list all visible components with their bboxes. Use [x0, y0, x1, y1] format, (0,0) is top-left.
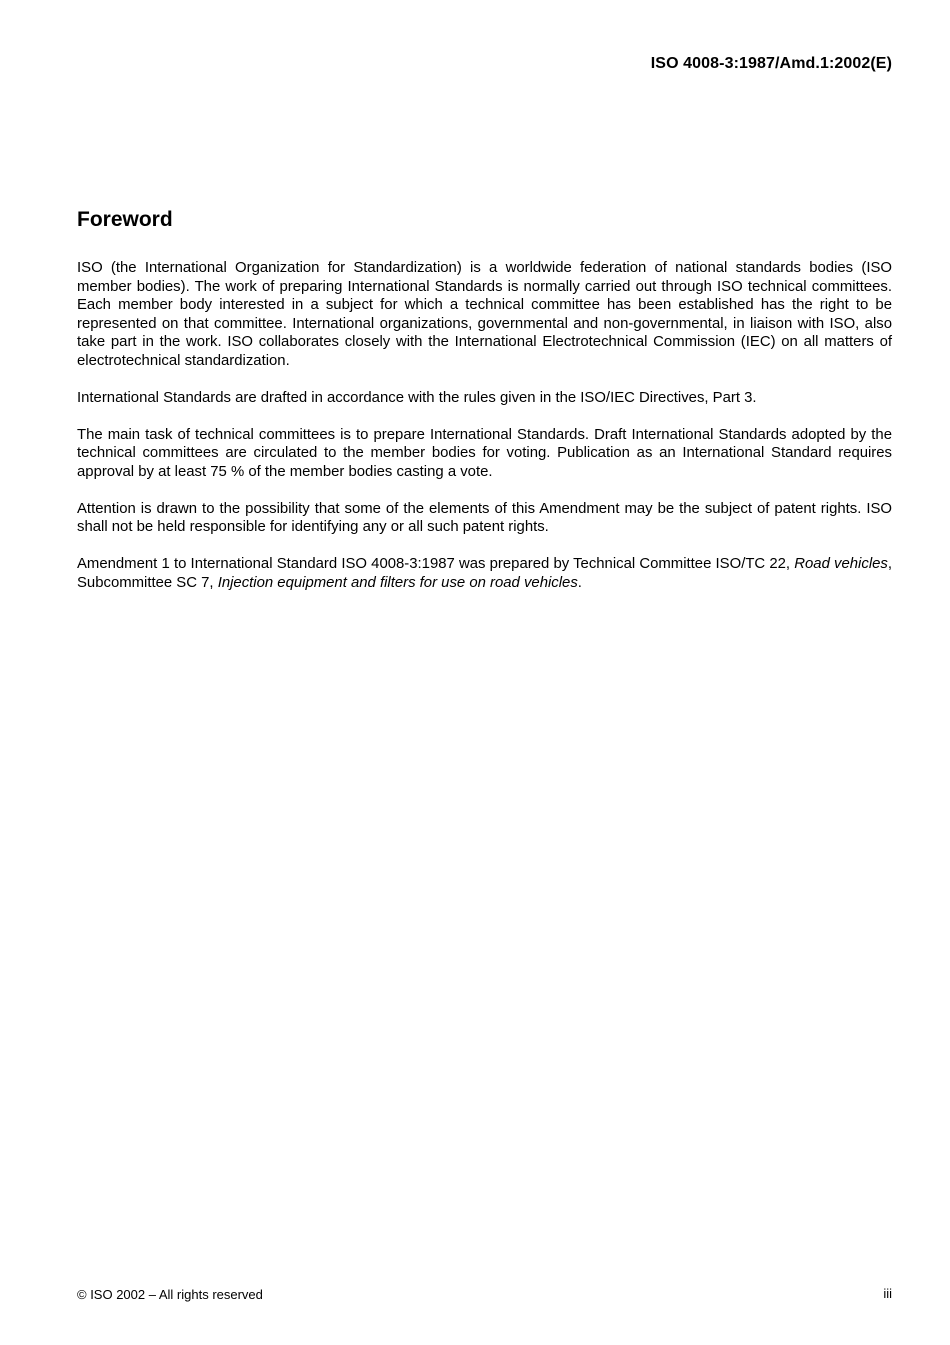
document-id: ISO 4008-3:1987/Amd.1:2002(E)	[650, 55, 892, 72]
amendment-lead-text: Amendment 1 to International Standard ISO 4008-3:1987 was prepared by Technical Committee ISO/TC 22,	[77, 556, 795, 572]
committee-title: Road vehicles	[794, 556, 888, 572]
paragraph-iso-federation: ISO (the International Organization for Standardization) is a worldwide federation of national standards bodies (ISO member bodies). The work of preparing International Standards is normally carried out through ISO technical committees. Each member body interested in a subject for which a technical committee has been established has the right to be represented on that committee. International organizations, governmental and non-governmental, in liaison with ISO, also take part in the work. ISO collaborates closely with the International Electrotechnical Commission (IEC) on all matters of electrotechnical standardization.	[77, 260, 892, 369]
page-number: iii	[883, 1286, 892, 1301]
paragraph-directives: International Standards are drafted in accordance with the rules given in the ISO/IEC Directives, Part 3.	[77, 389, 757, 406]
subcommittee-title: Injection equipment and filters for use on road vehicles	[217, 574, 578, 591]
footer-copyright: © ISO 2002 – All rights reserved	[77, 1287, 263, 1302]
amendment-end-text: .	[577, 574, 582, 591]
amendment-middle-text: , Subcommittee SC 7,	[77, 556, 892, 591]
paragraph-amendment-origin	[77, 555, 892, 592]
foreword-body	[77, 259, 892, 611]
paragraph-committee-task: The main task of technical committees is to prepare International Standards. Draft International Standards adopted by the technical committees are circulated to the member bodies for voting. Publication as an International Standard requires approval by at least 75 % of the member bodies casting a vote.	[77, 426, 892, 480]
paragraph-patent-rights: Attention is drawn to the possibility that some of the elements of this Amendment may be the subject of patent rights. ISO shall not be held responsible for identifying any or all such patent rights.	[77, 500, 892, 535]
section-title: Foreword	[77, 208, 173, 231]
